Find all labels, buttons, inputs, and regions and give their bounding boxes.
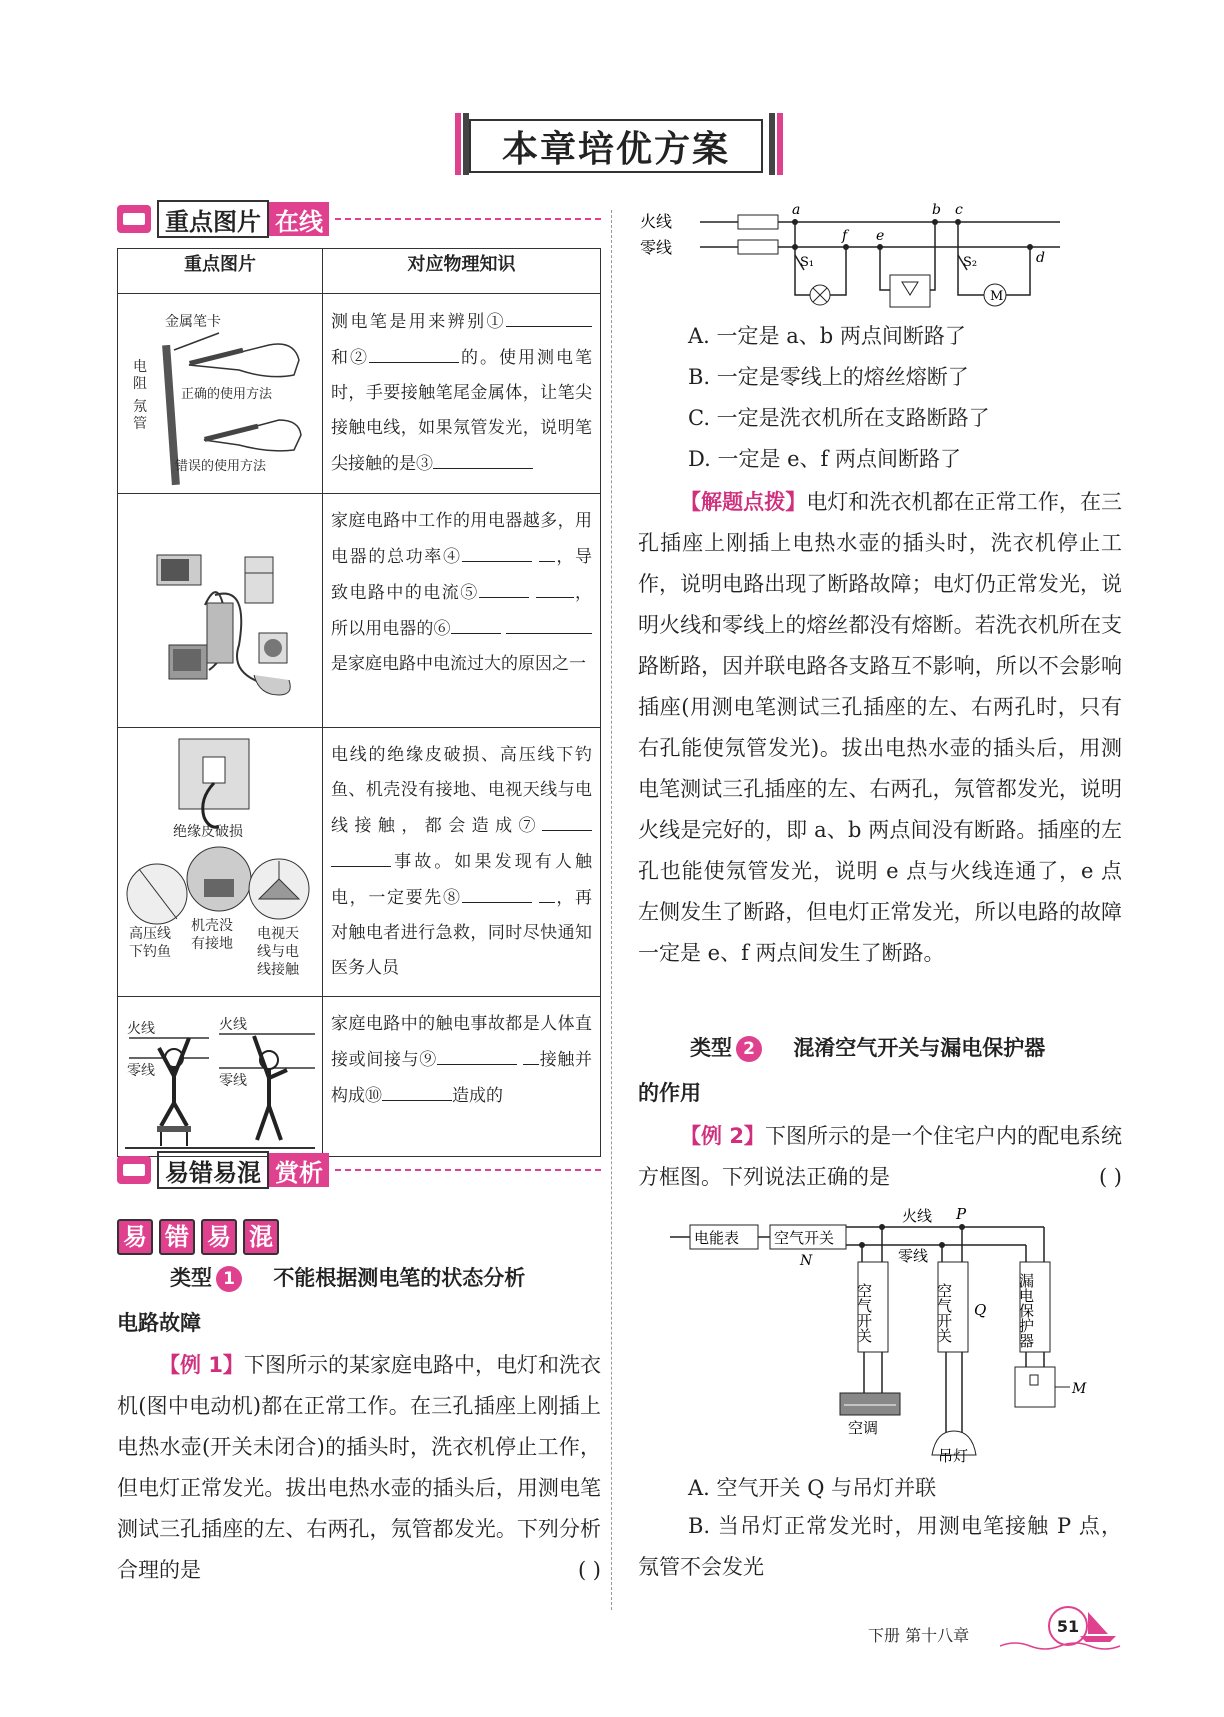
sailboat-icon xyxy=(1000,1600,1130,1650)
type-title: 不能根据测电笔的状态分析 xyxy=(273,1266,526,1290)
answer-paren[interactable]: ( ) xyxy=(1098,1165,1122,1189)
title-char: 易 xyxy=(201,1219,237,1255)
caption: 电阻 xyxy=(133,359,147,392)
circuit-label: S₁ xyxy=(800,255,815,270)
example-text: 下图所示的是一个住宅户内的配电系统方框图。下列说法正确的是 xyxy=(638,1124,1122,1189)
table-cell-image xyxy=(118,294,323,494)
fill-blank[interactable] xyxy=(462,539,532,562)
circuit-label: 火线 xyxy=(902,1207,933,1225)
table-header-row xyxy=(118,249,601,294)
caption: 火线 xyxy=(219,1017,247,1033)
circuit-label: b xyxy=(932,202,941,218)
knowledge-text: ，所以用电器的⑥ xyxy=(331,583,593,639)
caption: 高压线下钓鱼 xyxy=(129,926,171,960)
table-header: 重点图片 xyxy=(118,249,323,294)
knowledge-text: 事故。如果发现有人触电，一定要先⑧ xyxy=(331,852,592,908)
circuit-label: S₂ xyxy=(963,255,978,270)
caption: 火线 xyxy=(127,1021,155,1037)
example-tag: 【例 1】 xyxy=(159,1353,244,1377)
solution-tag: 【解题点拨】 xyxy=(680,490,807,514)
chapter-title-banner xyxy=(455,113,783,175)
column-divider xyxy=(611,210,612,1610)
banner-stripe xyxy=(777,113,783,175)
solution-hint xyxy=(638,482,1122,974)
circuit-label: e xyxy=(876,228,885,244)
knowledge-text: 电线的绝缘皮破损、高压线下钓鱼、机壳没有接地、电视天线与电线接触，都会造成⑦ xyxy=(331,745,592,836)
table-row xyxy=(118,997,601,1157)
table-header: 对应物理知识 xyxy=(323,249,601,294)
knowledge-text: 的。使用测电笔时，手要接触笔尾金属体，让笔尖接触电线，如果氖管发光，说明笔尖接触的是③ xyxy=(331,348,592,474)
fill-blank[interactable] xyxy=(382,1078,452,1101)
caption: 零线 xyxy=(127,1063,155,1079)
knowledge-text: ，再对触电者进行急救，同时尽快通知医务人员 xyxy=(331,888,593,978)
circuit-label: Q xyxy=(974,1301,987,1319)
table-cell-image xyxy=(118,728,323,997)
banner-stripe xyxy=(769,113,775,175)
type-heading xyxy=(170,1262,602,1292)
circuit-label: 零线 xyxy=(898,1247,929,1265)
fill-blank[interactable] xyxy=(539,880,555,903)
title-char: 混 xyxy=(243,1219,279,1255)
type-heading xyxy=(690,1032,1120,1062)
type-number: 1 xyxy=(216,1266,242,1292)
section-label-highlight: 在线 xyxy=(269,202,329,236)
circuit-diagram-1 xyxy=(640,200,1070,310)
section-label: 重点图片 xyxy=(157,200,269,238)
type-label: 类型 xyxy=(690,1036,732,1060)
option-b[interactable]: B. 一定是零线上的熔丝熔断了 xyxy=(688,365,969,389)
book-icon xyxy=(117,1156,151,1184)
option-c[interactable]: C. 一定是洗衣机所在支路断路了 xyxy=(688,406,990,430)
caption: 绝缘皮破损 xyxy=(173,824,243,840)
fill-blank[interactable] xyxy=(479,575,529,598)
option-d[interactable]: D. 一定是 e、f 两点间断路了 xyxy=(688,447,961,471)
circuit-label: M xyxy=(990,289,1004,304)
table-cell-knowledge xyxy=(323,294,601,494)
shock-circuit-illustration xyxy=(119,998,321,1154)
table-row xyxy=(118,294,601,494)
table-cell-knowledge xyxy=(323,997,601,1157)
fill-blank[interactable] xyxy=(437,1042,517,1065)
example-text: 下图所示的某家庭电路中，电灯和洗衣机(图中电动机)都在正常工作。在三孔插座上刚插上电热水壶(开关未闭合)的插头时，洗衣机停止工作，但电灯正常发光。拔出电热水壶的插头后，用测电笔测试三孔插座的左、右两孔，氖管都发光。下列分析合理的是 xyxy=(117,1353,601,1582)
type-title-cont: 的作用 xyxy=(638,1081,701,1105)
caption: 金属笔卡 xyxy=(165,314,221,330)
fill-blank[interactable] xyxy=(506,611,592,634)
circuit-diagram-2 xyxy=(670,1205,1090,1465)
circuit-label: f xyxy=(842,228,848,244)
fill-blank[interactable] xyxy=(536,575,574,598)
overloaded-socket-drawing xyxy=(119,495,321,725)
circuit-label: 空气开关 xyxy=(935,1283,953,1343)
type-label: 类型 xyxy=(170,1266,212,1290)
option-a[interactable]: A. 空气开关 Q 与吊灯并联 xyxy=(688,1476,937,1500)
knowledge-text: 造成的 xyxy=(452,1086,503,1106)
caption: 正确的使用方法 xyxy=(181,387,273,402)
appliances-illustration xyxy=(119,495,321,725)
table-row xyxy=(118,494,601,728)
table-cell-knowledge xyxy=(323,494,601,728)
knowledge-text: ，导致电路中的电流⑤ xyxy=(331,547,593,603)
type-title-cont: 电路故障 xyxy=(117,1311,201,1335)
table-row xyxy=(118,728,601,997)
knowledge-text: 家庭电路中的触电事故都是人体直接或间接与⑨ xyxy=(331,1014,592,1070)
fill-blank[interactable] xyxy=(369,340,459,363)
fill-blank[interactable] xyxy=(506,304,592,327)
knowledge-text: 家庭电路中工作的用电器越多，用电器的总功率④ xyxy=(331,511,592,567)
example-1 xyxy=(117,1345,601,1591)
fill-blank[interactable] xyxy=(523,1042,539,1065)
circuit-label: 零线 xyxy=(640,238,673,257)
title-char: 易 xyxy=(117,1219,153,1255)
type-title: 混淆空气开关与漏电保护器 xyxy=(793,1036,1046,1060)
option-b[interactable]: B. 当吊灯正常发光时，用测电笔接触 P 点，氖管不会发光 xyxy=(638,1514,1122,1579)
knowledge-text: 测电笔是用来辨别① xyxy=(331,312,506,332)
fill-blank[interactable] xyxy=(539,539,555,562)
solution-text: 电灯和洗衣机都在正常工作，在三孔插座上刚插上电热水壶的插头时，洗衣机停止工作，说明电路出现了断路故障；电灯仍正常发光，说明火线和零线上的熔丝都没有熔断。若洗衣机所在支路断路，因并联电路各支路互不影响，所以不会影响插座(用测电笔测试三孔插座的左、右两孔时，只有右孔能使氖管发光)。拔出电热水壶的插头后，用测电笔测试三孔插座的左、右两孔，氖管都发光，说明火线是完好的，即 a、b 两点间没有断路。插座的左孔也能使氖管发光，说明 e 点与火线连通了，e 点左侧发生了断路，但电灯正常发光，所以电路的故障一定是 e、f 两点间发生了断路。 xyxy=(638,490,1123,965)
page-title: 本章培优方案 xyxy=(469,119,763,173)
example-2 xyxy=(638,1116,1122,1198)
circuit-label: a xyxy=(792,202,801,218)
circuit-label: 空气开关 xyxy=(774,1229,835,1247)
title-char: 错 xyxy=(159,1219,195,1255)
section-label-highlight: 赏析 xyxy=(269,1153,329,1187)
circuit-label: 吊灯 xyxy=(938,1447,969,1465)
dotted-divider xyxy=(335,1169,601,1171)
circuit-label: M xyxy=(1072,1381,1087,1397)
section-header-common-mistakes xyxy=(117,1151,601,1189)
table-cell-image xyxy=(118,494,323,728)
answer-paren[interactable]: ( ) xyxy=(577,1558,601,1582)
caption: 错误的使用方法 xyxy=(175,459,267,474)
banner-stripe xyxy=(455,113,461,175)
page-number: 51 xyxy=(1048,1606,1088,1646)
circuit-label: 空调 xyxy=(848,1419,879,1437)
caption: 零线 xyxy=(219,1073,247,1089)
table-cell-knowledge xyxy=(323,728,601,997)
circuit-label: 电能表 xyxy=(694,1229,740,1247)
fill-blank[interactable] xyxy=(331,844,391,867)
knowledge-text: 是家庭电路中电流过大的原因之一 xyxy=(331,654,586,674)
dotted-divider xyxy=(335,218,601,220)
option-a[interactable]: A. 一定是 a、b 两点间断路了 xyxy=(688,324,966,348)
circuit-label: d xyxy=(1036,250,1045,266)
example-tag: 【例 2】 xyxy=(680,1124,765,1148)
test-pen-illustration xyxy=(119,295,321,491)
type-number: 2 xyxy=(736,1036,762,1062)
caption: 电视天线与电线接触 xyxy=(257,926,299,978)
footer-chapter: 下册 第十八章 xyxy=(868,1626,970,1645)
knowledge-text: 和② xyxy=(331,348,369,368)
circuit-label: 空气开关 xyxy=(855,1283,873,1343)
section-label: 易错易混 xyxy=(157,1151,269,1189)
fill-blank[interactable] xyxy=(433,446,533,469)
circuit-label: 火线 xyxy=(640,212,673,231)
circuit-label: N xyxy=(800,1253,813,1269)
caption: 机壳没有接地 xyxy=(191,918,233,952)
shock-hazards-illustration xyxy=(119,729,321,987)
circuit-label: 漏电保护器 xyxy=(1017,1273,1035,1348)
fill-blank[interactable] xyxy=(462,880,532,903)
knowledge-text: 接触并构成⑩ xyxy=(331,1050,593,1106)
circuit-label: P xyxy=(956,1205,967,1223)
caption: 氖管 xyxy=(133,399,147,432)
fill-blank[interactable] xyxy=(542,808,592,831)
fill-blank[interactable] xyxy=(451,611,501,634)
subsection-title xyxy=(117,1219,285,1255)
book-icon xyxy=(117,205,151,233)
section-header-key-images xyxy=(117,200,601,238)
circuit-label: c xyxy=(955,202,963,218)
key-images-table xyxy=(117,248,601,1157)
table-cell-image xyxy=(118,997,323,1157)
